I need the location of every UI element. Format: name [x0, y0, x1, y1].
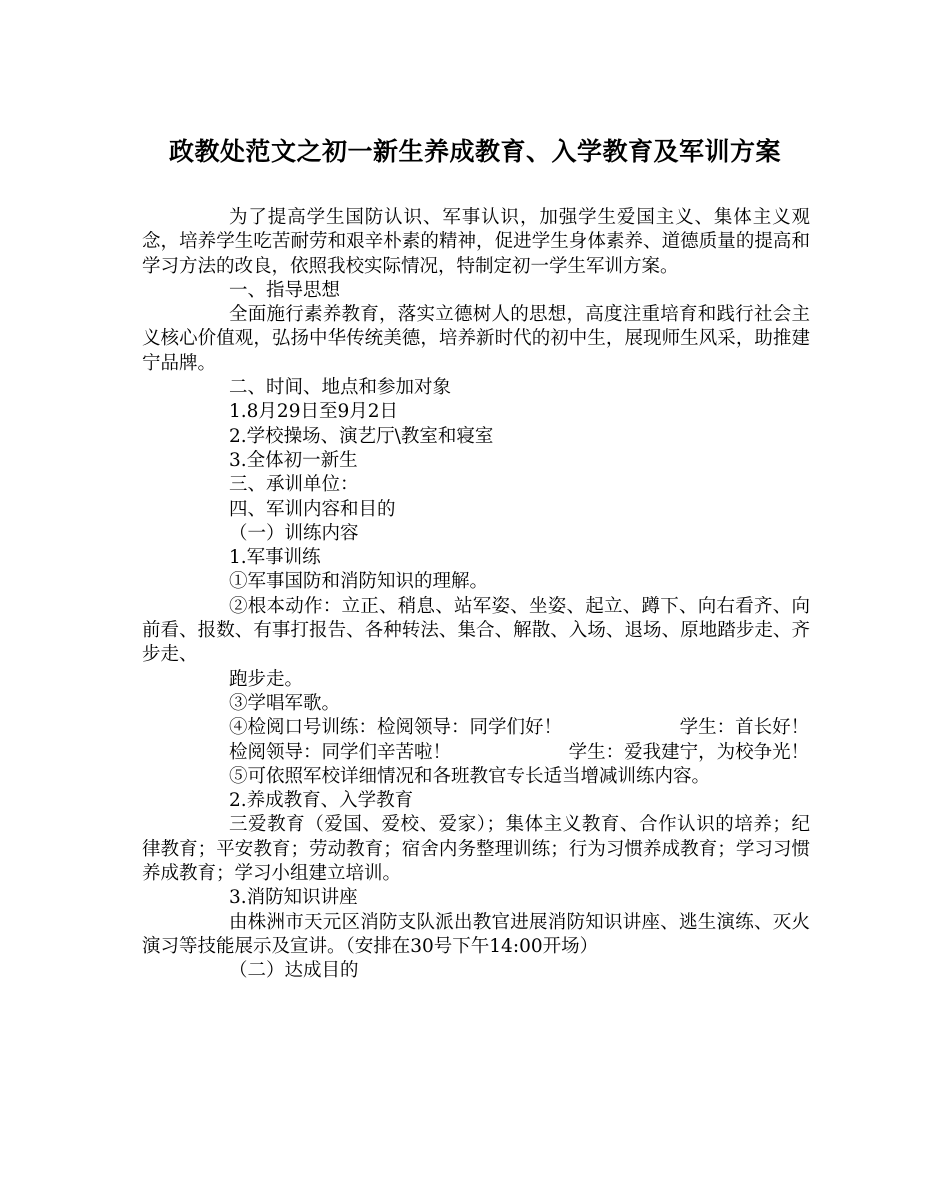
- subheading-goals: （二）达成目的: [229, 960, 359, 982]
- list-item-fire-lecture: 3.消防知识讲座: [229, 887, 358, 909]
- list-item-place: 2.学校操场、演艺厅\教室和寝室: [229, 425, 494, 447]
- heading-guiding-thought: 一、指导思想: [229, 279, 341, 301]
- heading-time-place: 二、时间、地点和参加对象: [229, 377, 452, 399]
- heading-content-purpose: 四、军训内容和目的: [229, 498, 396, 520]
- list-item-defense-knowledge: ①军事国防和消防知识的理解。: [229, 571, 489, 593]
- list-item-military-training: 1.军事训练: [229, 547, 321, 569]
- paragraph-guiding-thought: 全面施行素养教育，落实立德树人的思想，高度注重培育和践行社会主义核心价值观，弘扬中华传统美德，培养新时代的初中生，展现师生风采，助推建宁品牌。: [142, 304, 810, 374]
- document-title: 政教处范文之初一新生养成教育、入学教育及军训方案: [168, 137, 781, 166]
- paragraph-habit-education: 三爱教育（爱国、爱校、爱家）；集体主义教育、合作认识的培养；纪律教育；平安教育；劳动教育；宿舍内务整理训练；行为习惯养成教育；学习习惯养成教育；学习小组建立培训。: [142, 814, 810, 885]
- list-item-date: 1.8月29日至9月2日: [229, 401, 399, 423]
- document-body: [142, 206, 810, 984]
- list-item-habit-education: 2.养成教育、入学教育: [229, 790, 414, 812]
- list-item-adjust-content: ⑤可依照军校详细情况和各班教官专长适当增减训练内容。: [229, 765, 711, 787]
- heading-training-unit: 三、承训单位：: [229, 474, 359, 496]
- list-item-run: 跑步走。: [229, 668, 304, 690]
- list-item-review-slogan-2: 检阅领导：同学们辛苦啦！ 学生：爱我建宁，为校争光！: [229, 741, 810, 763]
- list-item-basic-movements: ②根本动作：立正、稍息、站军姿、坐姿、起立、蹲下、向右看齐、向前看、报数、有事打报告、各种转法、集合、解散、入场、退场、原地踏步走、齐步走、: [142, 595, 810, 666]
- list-item-participants: 3.全体初一新生: [229, 449, 358, 471]
- subheading-training-content: （一）训练内容: [229, 522, 359, 544]
- list-item-military-song: ③学唱军歌。: [229, 692, 341, 714]
- paragraph-intro: 为了提高学生国防认识、军事认识，加强学生爱国主义、集体主义观念，培养学生吃苦耐劳和艰辛朴素的精神，促进学生身体素养、道德质量的提高和学习方法的改良，依照我校实际情况，特制定初一学生军训方案。: [142, 207, 810, 277]
- list-item-review-slogan-1: ④检阅口号训练：检阅领导：同学们好！ 学生：首长好！: [229, 717, 810, 739]
- paragraph-fire-lecture: 由株洲市天元区消防支队派出教官进展消防知识讲座、逃生演练、灭火演习等技能展示及宣讲。（安排在30号下午14:00开场）: [142, 911, 810, 957]
